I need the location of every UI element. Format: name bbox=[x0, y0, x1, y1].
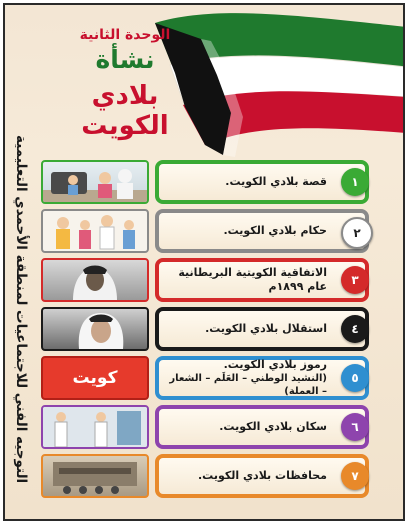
building-photo-thumb bbox=[41, 454, 149, 498]
side-caption-text: التوجيه الفني للاجتماعيات لمنطقة الأحمدي التعليمية bbox=[13, 134, 29, 484]
page-title-line1: نشأة bbox=[95, 45, 155, 74]
family-illustration-thumb bbox=[41, 160, 149, 204]
lesson-number-1-badge: ١ bbox=[341, 168, 369, 196]
lesson-number-7-badge: ٧ bbox=[341, 462, 369, 490]
lesson-item-1-text: قصة بلادي الكويت. bbox=[225, 175, 327, 188]
kuwait-thumb-text: كويت bbox=[72, 368, 118, 388]
lesson-item-2[interactable] bbox=[41, 209, 371, 253]
leader-photo-thumb bbox=[41, 307, 149, 351]
lesson-item-3[interactable] bbox=[41, 258, 371, 302]
lesson-item-2-box bbox=[155, 209, 369, 253]
lesson-item-3-text: الاتفاقية الكويتية البريطانية عام ١٨٩٩م bbox=[178, 266, 327, 293]
lesson-item-5-text: رموز بلادي الكويت. bbox=[223, 358, 327, 371]
lesson-item-4-text: استقلال بلادي الكويت. bbox=[205, 322, 327, 335]
historic-photo-thumb bbox=[41, 258, 149, 302]
lesson-item-3-box bbox=[155, 258, 369, 302]
lesson-item-4[interactable] bbox=[41, 307, 371, 351]
lesson-item-6[interactable] bbox=[41, 405, 371, 449]
lesson-item-5[interactable] bbox=[41, 356, 371, 400]
kuwait-symbol-thumb bbox=[41, 356, 149, 400]
lesson-item-4-box bbox=[155, 307, 369, 351]
lesson-number-3-badge: ٣ bbox=[341, 266, 369, 294]
lesson-number-6-badge: ٦ bbox=[341, 413, 369, 441]
lesson-number-4-badge: ٤ bbox=[341, 315, 369, 343]
lesson-item-7-box bbox=[155, 454, 369, 498]
page-title-line2: بلادي الكويت bbox=[81, 81, 169, 141]
side-caption bbox=[9, 123, 33, 495]
unit-label: الوحدة الثانية bbox=[79, 27, 171, 43]
lesson-number-5-badge: ٥ bbox=[341, 364, 369, 392]
citizens-illustration-thumb bbox=[41, 405, 149, 449]
lesson-number-2-badge: ٢ bbox=[341, 217, 373, 249]
lesson-item-1-box bbox=[155, 160, 369, 204]
lesson-item-2-text: حكام بلادي الكويت. bbox=[223, 224, 327, 237]
lesson-item-5-box bbox=[155, 356, 369, 400]
unit-cover-page bbox=[3, 3, 405, 521]
lesson-item-6-box bbox=[155, 405, 369, 449]
lesson-item-1[interactable] bbox=[41, 160, 371, 204]
lesson-item-6-text: سكان بلادي الكويت. bbox=[219, 420, 327, 433]
people-illustration-thumb bbox=[41, 209, 149, 253]
lesson-item-7-text: محافظات بلادي الكويت. bbox=[198, 469, 327, 482]
lesson-item-7[interactable] bbox=[41, 454, 371, 498]
lesson-item-5-subtext: (النشيد الوطني – العَلَم – الشعار – العملة) bbox=[169, 373, 327, 397]
